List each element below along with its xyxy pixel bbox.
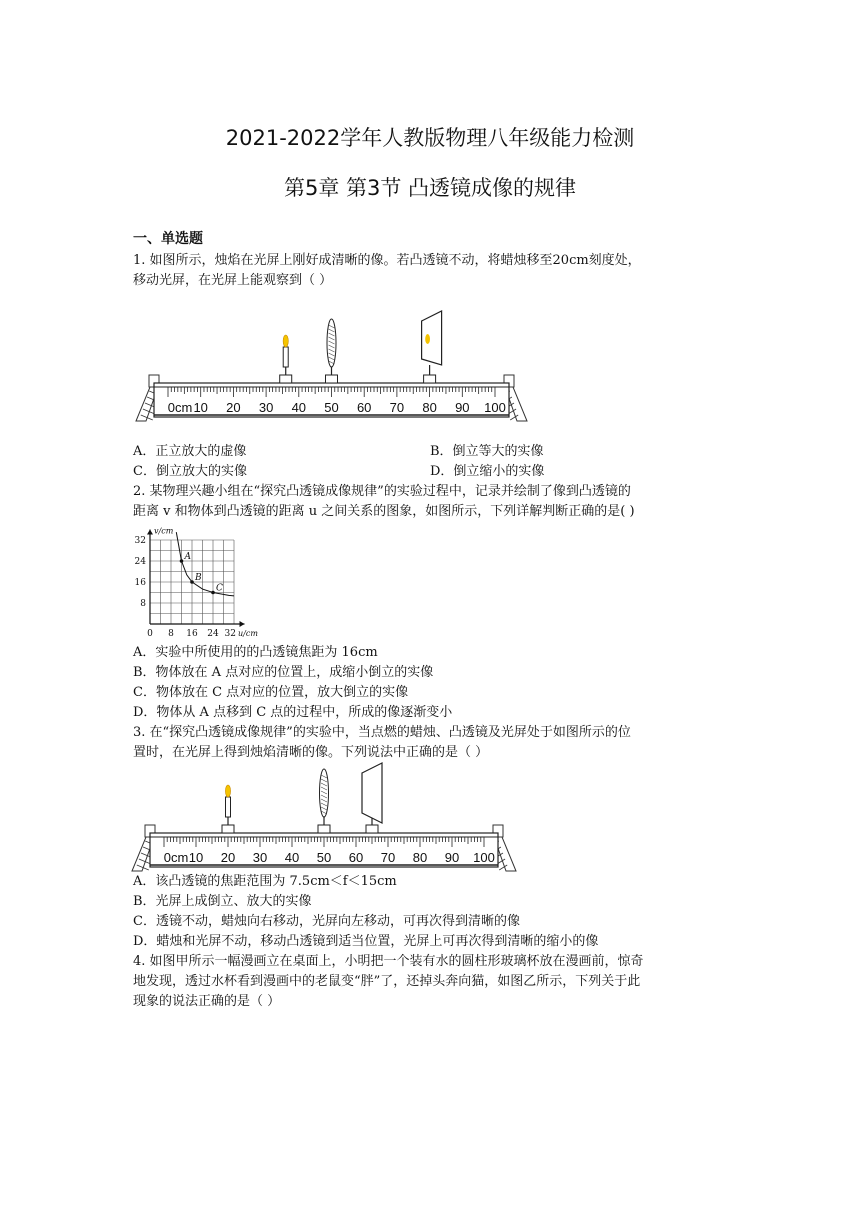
bench-tick-label: 20: [226, 400, 241, 415]
page-title: 2021-2022学年人教版物理八年级能力检测: [225, 126, 635, 150]
point-label-C: C: [216, 583, 223, 594]
q1-option-b[interactable]: B．倒立等大的实像: [430, 444, 544, 459]
y-tick-label: 16: [134, 578, 146, 588]
bench-tick-label: 30: [258, 400, 274, 415]
candle-holder: [280, 335, 292, 383]
q3-option-b[interactable]: B．光屏上成倒立、放大的实像: [133, 894, 312, 909]
lens-holder: [318, 769, 330, 833]
point-C: [211, 591, 215, 595]
x-axis-arrow: [240, 621, 245, 627]
bench-tick-label: 70: [380, 850, 396, 865]
optical-bench-figure-2: [132, 755, 502, 875]
x-axis-label: u/cm: [238, 629, 258, 638]
q3-text-line2: 置时，在光屏上得到烛焰清晰的像。下列说法中正确的是（ ）: [133, 745, 489, 760]
q3-option-d[interactable]: D．蜡烛和光屏不动，移动凸透镜到适当位置，光屏上可再次得到清晰的缩小的像: [133, 934, 599, 949]
bench-tick-label: 50: [324, 400, 339, 415]
screen-image: [425, 334, 430, 344]
bench-tick-label: 100: [484, 400, 506, 415]
y-tick-label: 32: [134, 536, 146, 546]
q2-option-d[interactable]: D．物体从 A 点移到 C 点的过程中，所成的像逐渐变小: [133, 705, 453, 720]
q1-option-c[interactable]: C．倒立放大的实像: [133, 464, 247, 479]
light-screen: [362, 763, 382, 823]
q1-text-line2: 移动光屏，在光屏上能观察到（ ）: [133, 273, 333, 288]
y-tick-label: 24: [134, 557, 146, 567]
q4-text-line2: 地发现，透过水杯看到漫画中的老鼠变“胖”了，还掉头奔向猫，如图乙所示，下列关于此: [133, 974, 641, 989]
candle-holder: [222, 785, 234, 833]
candle: [226, 797, 231, 817]
candle: [283, 347, 288, 367]
bench-tick-label: 50: [316, 850, 332, 865]
bench-tick-label: 70: [389, 400, 405, 415]
q2-option-b[interactable]: B．物体放在 A 点对应的位置上，成缩小倒立的实像: [133, 665, 434, 680]
bench-tick-label: 60: [356, 400, 372, 415]
bench-tick-label: 60: [348, 850, 364, 865]
x-tick-label: 32: [224, 629, 236, 639]
bench-tick-label: 30: [252, 850, 268, 865]
lens-holder: [326, 319, 338, 383]
q3-option-a[interactable]: A．该凸透镜的焦距范围为 7.5cm＜f＜15cm: [133, 874, 397, 889]
optical-bench-figure-1: [140, 305, 510, 425]
bench-tick-label: 90: [455, 400, 470, 415]
section-heading: 一、单选题: [133, 231, 203, 247]
bench-tick-label: 80: [422, 400, 437, 415]
bench-tick-label: 40: [291, 400, 307, 415]
y-tick-label: 8: [140, 599, 146, 609]
bench-tick-label: 0cm: [167, 400, 193, 415]
q1-option-d[interactable]: D．倒立缩小的实像: [430, 464, 545, 479]
bench-tick-label: 90: [444, 850, 460, 865]
bench-tick-label: 0cm: [163, 850, 189, 865]
y-axis-label: v/cm: [154, 526, 174, 536]
x-tick-label: 8: [168, 629, 174, 639]
q2-option-c[interactable]: C．物体放在 C 点对应的位置，放大倒立的实像: [133, 685, 409, 700]
y-axis-arrow: [147, 530, 153, 535]
bench-tick-label: 40: [284, 850, 300, 865]
bench-tick-label: 20: [220, 850, 236, 865]
q4-text-line1: 4. 如图甲所示一幅漫画立在桌面上，小明把一个装有水的圆柱形玻璃杯放在漫画前，惊奇: [133, 954, 644, 969]
q2-option-a[interactable]: A．实验中所使用的的凸透镜焦距为 16cm: [133, 645, 378, 660]
q1-text-line1: 1. 如图所示，烛焰在光屏上刚好成清晰的像。若凸透镜不动，将蜡烛移至20cm刻度处，: [133, 253, 641, 268]
point-label-B: B: [195, 573, 202, 583]
q3-option-c[interactable]: C．透镜不动，蜡烛向右移动，光屏向左移动，可再次得到清晰的像: [133, 914, 520, 929]
v-u-curve: [176, 532, 234, 596]
x-tick-label: 0: [147, 629, 153, 639]
x-tick-label: 16: [186, 629, 198, 639]
candle-flame: [225, 785, 230, 797]
light-screen: [422, 311, 442, 365]
q2-text-line1: 2. 某物理兴趣小组在“探究凸透镜成像规律”的实验过程中，记录并绘制了像到凸透镜的: [133, 484, 631, 499]
bench-tick-label: 80: [412, 850, 428, 865]
q1-option-a[interactable]: A．正立放大的虚像: [133, 444, 247, 459]
bench-tick-label: 100: [473, 850, 495, 865]
bench-tick-label: 10: [193, 400, 208, 415]
q3-text-line1: 3. 在“探究凸透镜成像规律”的实验中，当点燃的蜡烛、凸透镜及光屏处于如图所示的位: [133, 725, 631, 740]
q2-text-line2: 距离 v 和物体到凸透镜的距离 u 之间关系的图象，如图所示，下列详解判断正确的是( ): [133, 504, 635, 519]
screen-holder: [362, 763, 382, 833]
bench-tick-label: 10: [188, 850, 204, 865]
point-label-A: A: [184, 552, 191, 562]
point-B: [190, 580, 194, 584]
screen-holder: [422, 311, 442, 383]
v-u-graph: [128, 520, 268, 640]
page-subtitle: 第5章 第3节 凸透镜成像的规律: [283, 176, 577, 200]
q4-text-line3: 现象的说法正确的是（ ）: [133, 994, 281, 1009]
x-tick-label: 24: [207, 629, 219, 639]
candle-flame: [283, 335, 288, 347]
point-A: [180, 559, 184, 563]
